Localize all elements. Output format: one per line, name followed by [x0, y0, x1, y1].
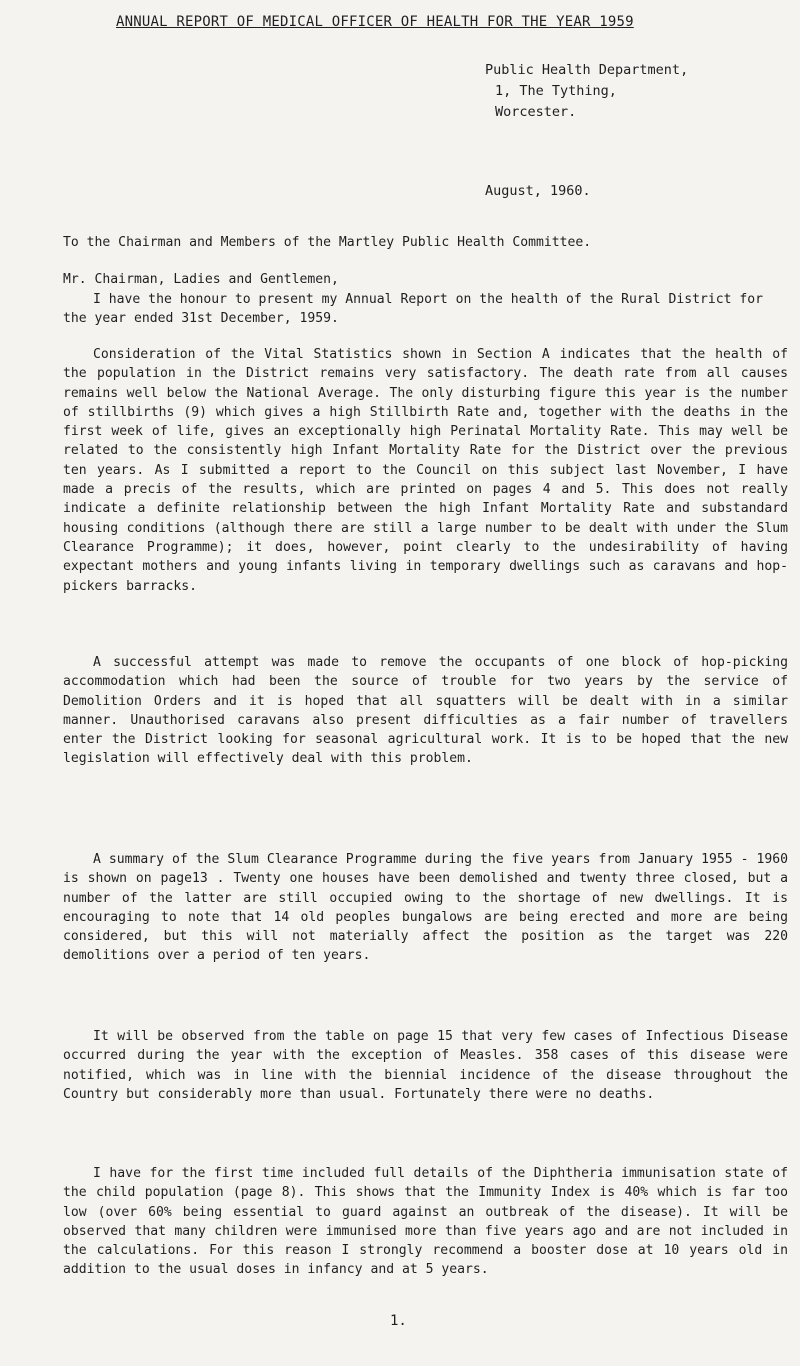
address-line-1: Public Health Department, — [485, 62, 689, 78]
address-line-3: Worcester. — [495, 104, 577, 120]
paragraph-vital-statistics: Consideration of the Vital Statistics shown in Section A indicates that the health of the population in the District remains very satisfactory. The death rate from all causes remains well below the National Average. The only disturbing figure this year is the number of stillbirths (9) which gives a high Stillbirth Rate and, together with the deaths in the first week of life, gives an exceptionally high Perinatal Mortality Rate. This may well be related to the consistently high Infant Mortality Rate for the District over the previous ten years. As I submitted a report to the Council on this subject last November, I have made a precis of the results, which are printed on pages 4 and 5. This does not really indicate a definite relationship between the high Infant Mortality Rate and substandard housing conditions (although there are still a large number to be dealt with under the Slum Clearance Programme); it does, however, point clearly to the undesirability of having expectant mothers and young infants living in temporary dwellings such as caravans and hop-pickers barracks. — [63, 347, 788, 594]
sender-address — [485, 60, 688, 123]
paragraph-infectious-disease: It will be observed from the table on page 15 that very few cases of Infectious Disease occurred during the year with the exception of Measles. 358 cases of this disease were notified, which was in line with the biennial incidence of the disease throughout the Country but considerably more than usual. Fortunately there were no deaths. — [63, 1029, 788, 1102]
paragraph-slum-clearance: A summary of the Slum Clearance Programme during the five years from January 1955 - 1960 is shown on page13 . Twenty one houses have been demolished and twenty three closed, but a number of the latter are still occupied owing to the shortage of new dwellings. It is encouraging to note that 14 old peoples bungalows are being erected and more are being considered, but this will not materially affect the position as the target was 220 demolitions over a period of ten years. — [63, 852, 788, 964]
paragraph-hop-picking: A successful attempt was made to remove the occupants of one block of hop-picking accommodation which had been the source of trouble for two years by the service of Demolition Orders and it is hoped that all squatters will be dealt with in a similar manner. Unauthorised caravans also present difficulties as a fair number of travellers enter the District looking for seasonal agricultural work. It is to be hoped that the new legislation will effectively deal with this problem. — [63, 655, 788, 767]
letter-date: August, 1960. — [485, 183, 591, 199]
address-line-2: 1, The Tything, — [495, 83, 617, 99]
paragraph-diphtheria: I have for the first time included full details of the Diphtheria immunisation state of the child population (page 8). This shows that the Immunity Index is 40% which is far too low (over 60% being essential to guard against an outbreak of the disease). It will be observed that many children were immunised more than five years ago and are not included in the calculations. For this reason I strongly recommend a booster dose at 10 years old in addition to the usual doses in infancy and at 5 years. — [63, 1166, 788, 1278]
report-heading: ANNUAL REPORT OF MEDICAL OFFICER OF HEALTH FOR THE YEAR 1959 — [116, 14, 634, 30]
salutation: Mr. Chairman, Ladies and Gentlemen, — [63, 272, 339, 287]
page-number: 1. — [390, 1313, 407, 1329]
paragraph-introduction: I have the honour to present my Annual Report on the health of the Rural District for the year ended 31st December, 1959. — [63, 292, 764, 327]
addressee-line: To the Chairman and Members of the Martley Public Health Committee. — [63, 235, 592, 250]
